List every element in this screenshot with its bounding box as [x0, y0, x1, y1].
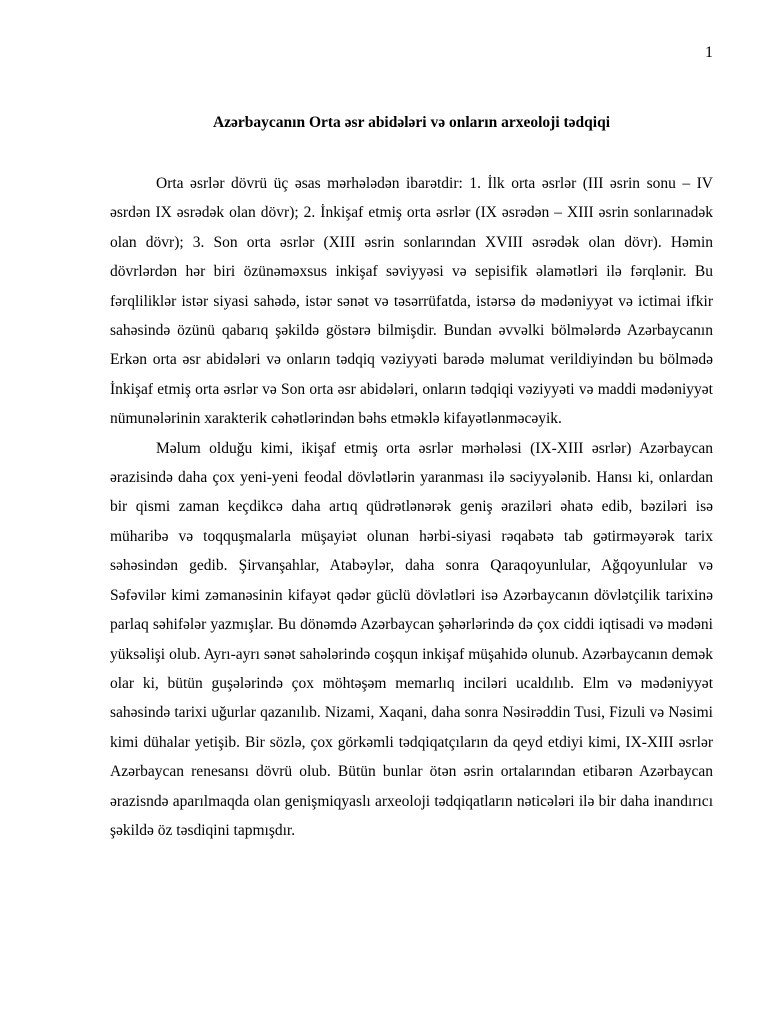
document-title: Azərbaycanın Orta əsr abidələri və onların arxeoloji tədqiqi: [212, 114, 611, 131]
paragraph-1: Orta əsrlər dövrü üç əsas mərhələdən ibarətdir: 1. İlk orta əsrlər (III əsrin sonu – IV əsrdən IX əsrədək olan dövr); 2. İnkişaf etmiş orta əsrlər (IX əsrədən – XIII əsrin sonlarınadək olan dövr); 3. Son orta əsrlər (XIII əsrin sonlarından XVIII əsrədək olan dövr). Həmin dövrlərdən hər biri özünəməxsus inkişaf səviyyəsi və sepisifik əlamətləri ilə fərqlənir. Bu fərqliliklər istər siyasi sahədə, istər sənət və təsərrüfatda, istərsə də mədəniyyət və ictimai ifkir sahəsində özünü qabarıq şəkildə göstərə bilmişdir. Bundan əvvəlki bölmələrdə Azərbaycanın Erkən orta əsr abidələri və onların tədqiq vəziyyəti barədə məlumat verildiyindən bu bölmədə İnkişaf etmiş orta əsrlər və Son orta əsr abidələri, onların tədqiqi vəziyyəti və maddi mədəniyyət nümunələrinin xarakterik cəhətlərindən bəhs etməklə kifayətlənməcəyik.: [110, 175, 713, 428]
page-number: 1: [705, 44, 713, 61]
document-body: [110, 169, 713, 845]
paragraph-2: Məlum olduğu kimi, ikişaf etmiş orta əsrlər mərhələsi (IX-XIII əsrlər) Azərbaycan ərazisində daha çox yeni-yeni feodal dövlətlərin yaranması ilə səciyyələnib. Hansı ki, onlardan bir qismi zaman keçdikcə daha artıq qüdrətlənərək geniş əraziləri əhatə edib, bəziləri isə müharibə və toqquşmalarla müşayiət olunan hərbi-siyasi rəqabətə tab gətirməyərək tarix səhəsindən gedib. Şirvanşahlar, Atabəylər, daha sonra Qaraqoyunlular, Ağqoyunlular və Səfəvilər kimi zəmanəsinin kifayət qədər güclü dövlətləri isə Azərbaycanın dövlətçilik tarixinə parlaq səhifələr yazmışlar. Bu dönəmdə Azərbaycan şəhərlərində də çox ciddi iqtisadi və mədəni yüksəlişi olub. Ayrı-ayrı sənət sahələrində coşqun inkişaf müşahidə olunub. Azərbaycanın demək olar ki, bütün guşələrində çox möhtəşəm memarlıq inciləri ucaldılıb. Elm və mədəniyyət sahəsində tarixi uğurlar qazanılıb. Nizami, Xaqani, daha sonra Nəsirəddin Tusi, Fizuli və Nəsimi kimi dühalar yetişib. Bir sözlə, çox görkəmli tədqiqatçıların da qeyd etdiyi kimi, IX-XIII əsrlər Azərbaycan renesansı dövrü olub. Bütün bunlar ötən əsrin ortalarından etibarən Azərbaycan ərazisndə aparılmaqda olan genişmiqyaslı arxeoloji tədqiqatların nəticələri ilə bir daha inandırıcı şəkildə öz təsdiqini tapmışdır.: [110, 439, 713, 839]
